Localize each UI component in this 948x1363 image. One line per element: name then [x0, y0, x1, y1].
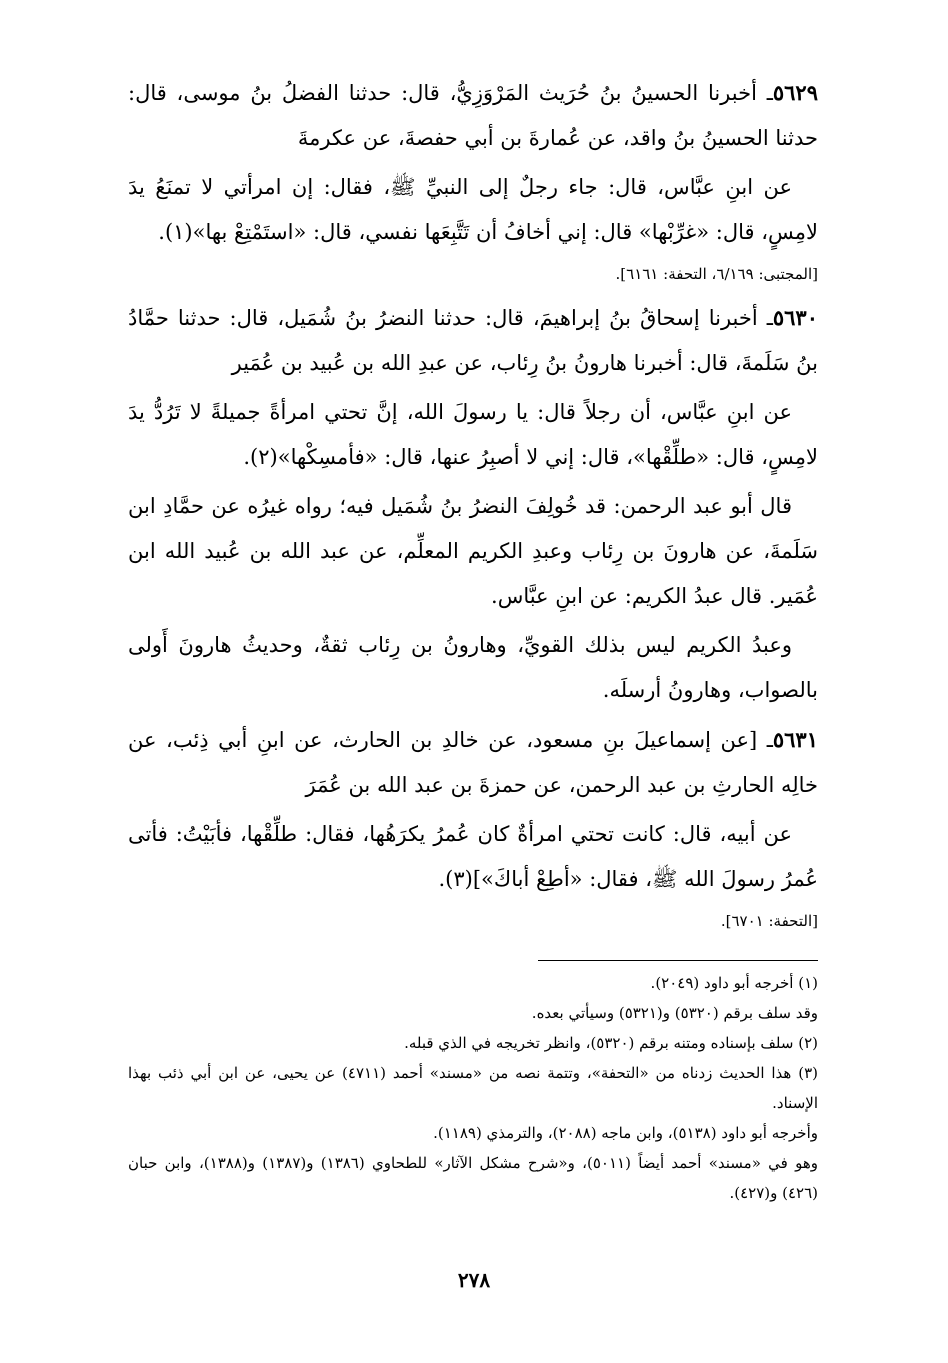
isnad-text: ـ أخبرنا الحسينُ بنُ حُرَيث المَرْوَزِيُّ، قال: حدثنا الفضلُ بنُ موسى، قال: حدثنا الحسينُ بنُ واقد، عن عُمارةَ بن أبي حفصةَ، عن عكرمةَ [128, 81, 818, 150]
commentary-paragraph: وعبدُ الكريم ليس بذلك القويِّ، وهارونُ بن رِئاب ثقةٌ، وحديثُ هارونَ أَولى بالصواب، وهارونُ أرسلَه. [128, 633, 818, 702]
hadith-5629-reference: [المجتبى: ٦/١٦٩، التحفة: ٦١٦١]. [615, 265, 818, 283]
hadith-5629-matn: عن ابنِ عبَّاس، قال: جاء رجلٌ إلى النبيِّ ﷺ، فقال: إن امرأتي لا تمنَعُ يدَ لامِسٍ، قال: «غرِّبْها» قال: إني أخافُ أن تَتَّبِعَها نفسي، قال: «استَمْتِعْ بها»(١). [128, 175, 818, 244]
footnote-line: (١) أخرجه أبو داود (٢٠٤٩). [650, 974, 818, 992]
hadith-5631-isnad [128, 717, 818, 808]
page-number: ٢٧٨ [457, 1268, 491, 1292]
hadith-5630-isnad [128, 295, 818, 386]
hadith-5631-matn: عن أبيه، قال: كانت تحتي امرأةٌ كان عُمرُ يكرَهُها، فقال: طلِّقْها، فأبَيْتُ: فأتى عُمرُ رسولَ الله ﷺ، فقال: «أطِعْ أباكَ»](٣). [128, 822, 818, 891]
hadith-number: ٥٦٣٠ [772, 305, 818, 330]
isnad-text: ـ [عن إسماعيلَ بنِ مسعود، عن خالدِ بن الحارث، عن ابنِ أبي ذِئب، عن خالِه الحارثِ بن عبد الرحمن، عن حمزةَ بن عبد الله بن عُمَرَ [128, 728, 818, 797]
hadith-5629-isnad [128, 70, 818, 161]
footnote-divider [538, 960, 818, 961]
hadith-number: ٥٦٣١ [772, 727, 818, 752]
hadith-5631-reference: [التحفة: ٦٧٠١]. [720, 912, 818, 930]
footnote-line: (٢) سلف بإسناده ومتنه برقم (٥٣٢٠)، وانظر تخريجه في الذي قبله. [404, 1034, 818, 1052]
footnote-line: وأخرجه أبو داود (٥١٣٨)، وابن ماجه (٢٠٨٨)، والترمذي (١١٨٩). [433, 1124, 818, 1142]
hadith-number: ٥٦٢٩ [772, 80, 818, 105]
footnote-line: وهو في «مسند» أحمد أيضاً (٥٠١١)، و«شرح مشكل الآثار» للطحاوي (١٣٨٦) و(١٣٨٧) و(١٣٨٨)، وابن حبان (٤٢٦) و(٤٢٧). [128, 1154, 819, 1202]
hadith-5630-matn: عن ابنِ عبَّاس، أن رجلاً قال: يا رسولَ الله، إنَّ تحتي امرأةً جميلةً لا تَرُدُّ يدَ لامِسٍ، قال: «طلِّقْها»، قال: إني لا أصبِرُ عنها، قال: «فأمسِكْها»(٢). [128, 400, 818, 469]
footnote-line: وقد سلف برقم (٥٣٢٠) و(٥٣٢١) وسيأتي بعده. [531, 1004, 818, 1022]
isnad-text: ـ أخبرنا إسحاقُ بنُ إبراهيمَ، قال: حدثنا النضرُ بنُ شُمَيل، قال: حدثنا حمَّادُ بنُ سَلَمةَ، قال: أخبرنا هارونُ بنُ رِئاب، عن عبدِ الله بن عُبيد بن عُمَير [128, 306, 818, 375]
footnote-line: (٣) هذا الحديث زدناه من «التحفة»، وتتمة نصه من «مسند» أحمد (٤٧١١) عن يحيى، عن ابن أبي ذئب بهذا الإسناد. [128, 1064, 819, 1112]
main-text [128, 70, 818, 942]
footnotes [128, 968, 818, 1208]
commentary-paragraph: قال أبو عبد الرحمن: قد خُولِفَ النضرُ بنُ شُمَيل فيه؛ رواه غيرُه عن حمَّادِ ابن سَلَمةَ، عن هارونَ بن رِئاب وعبدِ الكريم المعلِّم، عن عبد الله بن عُبيد الله ابن عُمَير. قال عبدُ الكريم: عن ابنِ عبَّاس. [128, 494, 818, 608]
